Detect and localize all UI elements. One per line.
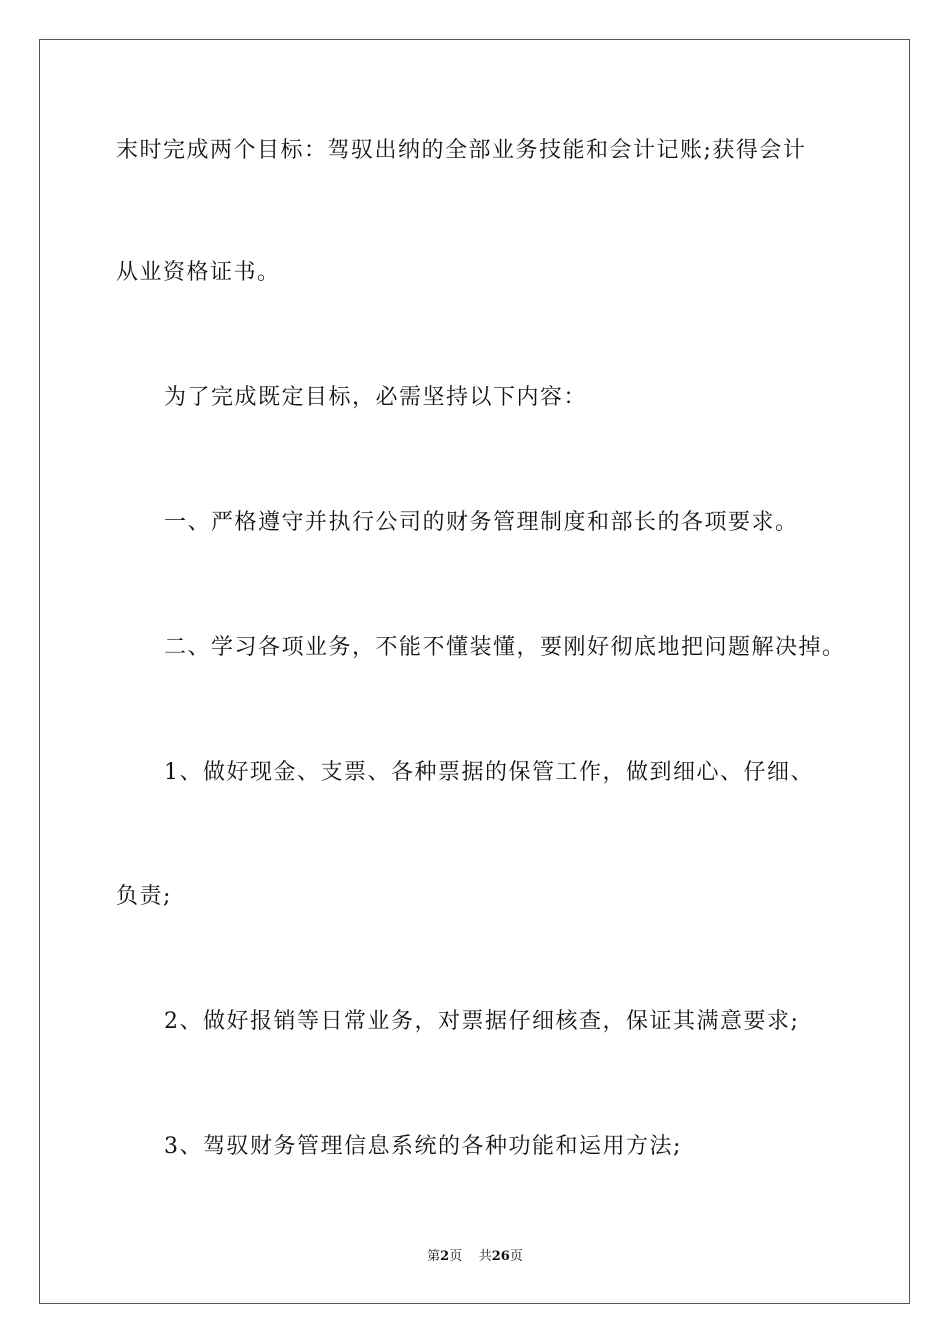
paragraph-line-6: 1、做好现金、支票、各种票据的保管工作，做到细心、仔细、 [164,760,814,785]
footer-total-pages: 26 [491,1249,510,1264]
paragraph-line-1: 末时完成两个目标：驾驭出纳的全部业务技能和会计记账;获得会计 [116,138,807,163]
footer-total-prefix: 共 [478,1249,492,1264]
paragraph-line-2: 从业资格证书。 [116,260,281,285]
footer-page-number: 2 [440,1249,450,1264]
paragraph-line-4: 一、严格遵守并执行公司的财务管理制度和部长的各项要求。 [164,510,799,535]
paragraph-line-8: 2、做好报销等日常业务，对票据仔细核查，保证其满意要求; [164,1009,800,1034]
page-border [39,39,910,1304]
page-footer [0,1248,950,1266]
footer-page-prefix: 第 [427,1249,441,1264]
footer-total-suffix: 页 [509,1249,523,1264]
paragraph-line-3: 为了完成既定目标，必需坚持以下内容： [164,385,588,410]
paragraph-line-9: 3、驾驭财务管理信息系统的各种功能和运用方法; [164,1134,682,1159]
footer-page-suffix: 页 [449,1249,463,1264]
paragraph-line-7: 负责; [116,884,172,909]
paragraph-line-5: 二、学习各项业务，不能不懂装懂，要刚好彻底地把问题解决掉。 [164,635,846,660]
